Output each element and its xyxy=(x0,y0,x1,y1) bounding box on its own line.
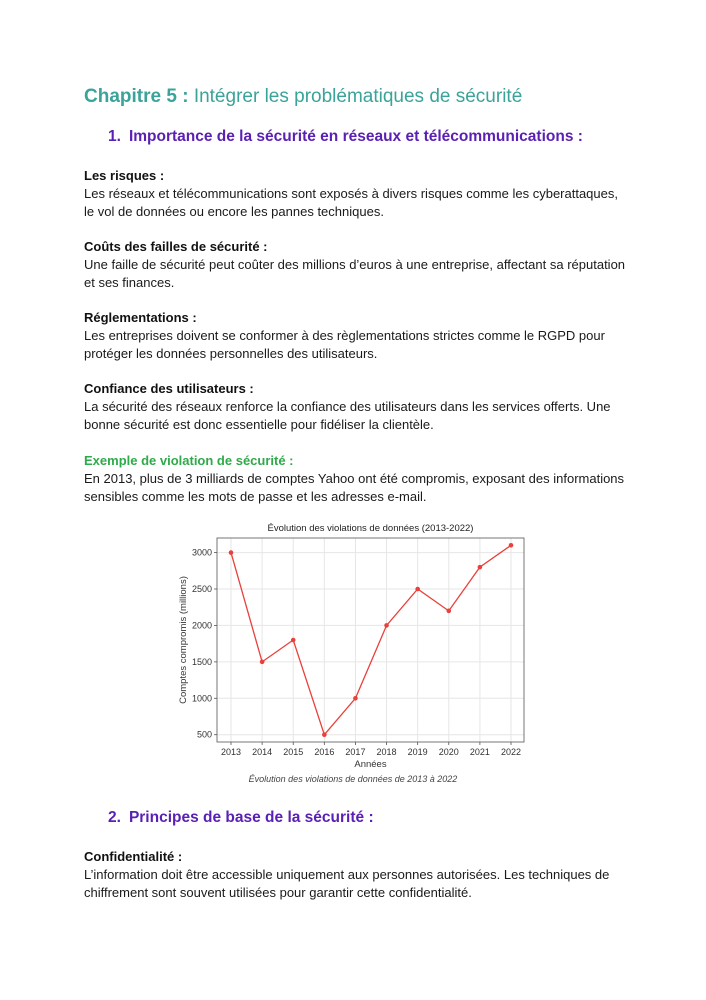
data-point xyxy=(322,732,327,737)
section-2-title: Principes de base de la sécurité : xyxy=(128,809,374,826)
y-tick-label: 3000 xyxy=(191,547,212,558)
x-tick-label: 2019 xyxy=(407,747,428,757)
block-title: Coûts des failles de sécurité : xyxy=(84,239,268,254)
y-tick-label: 1500 xyxy=(191,656,212,667)
data-point xyxy=(229,550,234,555)
block-text: La sécurité des réseaux renforce la confiance des utilisateurs dans les services offerts. Une bonne sécurité est donc essentielle pour fidéliser la clientèle. xyxy=(84,399,611,432)
block-confiance xyxy=(84,380,629,434)
series-line xyxy=(231,545,511,734)
section-1-heading xyxy=(108,128,583,146)
x-tick-label: 2014 xyxy=(252,747,273,757)
section-1-title: Importance de la sécurité en réseaux et télécommunications : xyxy=(128,128,583,145)
block-title: Confidentialité : xyxy=(84,849,183,864)
section-1-number: 1. xyxy=(108,128,121,145)
block-text: Les réseaux et télécommunications sont exposés à divers risques comme les cyberattaques, le vol de données ou encore les pannes techniques. xyxy=(84,186,618,219)
x-tick-label: 2018 xyxy=(376,747,397,757)
x-axis-label: Années xyxy=(354,759,387,770)
x-tick-label: 2013 xyxy=(220,747,242,757)
y-tick-label: 2500 xyxy=(191,584,212,594)
block-text: L’information doit être accessible uniquement aux personnes autorisées. Les techniques de chiffrement sont souvent utilisées pour garantir cette confidentialité. xyxy=(84,867,610,900)
block-text: Une faille de sécurité peut coûter des millions d’euros à une entreprise, affectant sa réputation et ses finances. xyxy=(84,257,626,290)
data-point xyxy=(353,696,358,701)
block-title: Confiance des utilisateurs : xyxy=(84,381,254,396)
data-point xyxy=(446,609,451,614)
block-text: En 2013, plus de 3 milliards de comptes Yahoo ont été compromis, exposant des informations sensibles comme les mots de passe et les adresses e-mail. xyxy=(84,471,625,504)
x-tick-label: 2020 xyxy=(438,747,459,757)
section-2-number: 2. xyxy=(108,809,121,826)
data-point xyxy=(291,638,296,643)
line-chart xyxy=(172,518,534,770)
figure-caption: Évolution des violations de données de 2013 à 2022 xyxy=(248,774,458,784)
chapter-title: Intégrer les problématiques de sécurité xyxy=(193,86,523,107)
x-tick-label: 2022 xyxy=(500,747,522,757)
chart-title: Évolution des violations de données (2013-2022) xyxy=(267,523,474,534)
block-title: Les risques : xyxy=(84,168,165,183)
data-point xyxy=(415,587,420,592)
chapter-heading xyxy=(84,86,522,108)
block-title: Réglementations : xyxy=(84,310,197,325)
x-tick-label: 2015 xyxy=(283,747,304,757)
chapter-number: Chapitre 5 : xyxy=(84,86,189,107)
data-point xyxy=(384,623,389,628)
block-exemple xyxy=(84,452,629,506)
data-point xyxy=(478,565,483,570)
data-point xyxy=(509,543,514,548)
x-tick-label: 2016 xyxy=(314,747,335,757)
block-confidentialite xyxy=(84,848,629,902)
block-title: Exemple de violation de sécurité : xyxy=(84,453,294,468)
y-tick-label: 500 xyxy=(196,729,212,740)
x-tick-label: 2017 xyxy=(345,747,366,757)
data-point xyxy=(260,660,265,665)
block-text: Les entreprises doivent se conformer à des règlementations strictes comme le RGPD pour protéger les données personnelles des utilisateurs. xyxy=(84,328,605,361)
chart-figure xyxy=(172,518,534,790)
block-reglementations xyxy=(84,309,629,363)
x-tick-label: 2021 xyxy=(469,747,490,757)
section-2-heading xyxy=(108,809,374,827)
plot-frame xyxy=(217,538,524,742)
block-couts xyxy=(84,238,629,292)
block-risques xyxy=(84,167,629,221)
y-axis-label: Comptes compromis (millions) xyxy=(178,576,189,704)
y-tick-label: 1000 xyxy=(191,693,212,704)
y-tick-label: 2000 xyxy=(191,620,212,631)
